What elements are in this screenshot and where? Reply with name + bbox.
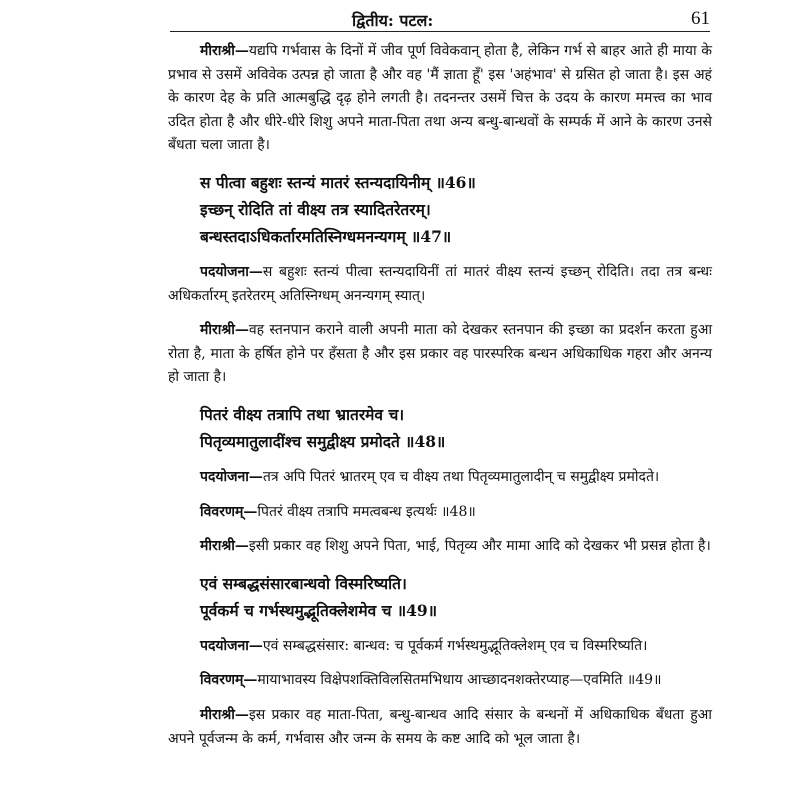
paragraph-lead: मीराश्री—: [200, 322, 249, 339]
verse-line: बन्धस्तदाऽधिकर्तारमतिस्निग्धमनन्यगम् ॥47॥: [200, 226, 452, 246]
verse-line: इच्छन् रोदिति तां वीक्ष्य तत्र स्यादितरेतरम्।: [200, 199, 431, 219]
paragraph-lead: पदयोजना—: [200, 468, 263, 485]
commentary-paragraph: [168, 704, 712, 751]
vivaranam-paragraph: [168, 669, 712, 693]
paragraph-text: वह स्तनपान कराने वाली अपनी माता को देखकर स्तनपान की इच्छा का प्रदर्शन करता हुआ रोता है, माता के हर्षित होने पर हँसता है और इस प्रकार वह पारस्परिक बन्धन अधिकाधिक गहरा और अनन्य हो जाता है।: [168, 322, 712, 386]
paragraph-text: यद्यपि गर्भवास के दिनों में जीव पूर्ण विवेकवान् होता है, लेकिन गर्भ से बाहर आते ही माया के प्रभाव से उसमें अविवेक उत्पन्न हो जाता है और वह 'मैं ज्ञाता हूँ' इस 'अहंभाव' से ग्रसित हो जाता है। इस अहं के कारण देह के प्रति आत्मबुद्धि दृढ़ होने लगती है। तदनन्तर उसमें चित्त के उदय के कारण ममत्त्व का भाव उदित होता है और धीरे-धीरे शिशु अपने माता-पिता तथा अन्य बन्धु-बान्धवों के सम्पर्क में आने के कारण उनसे बँधता चला जाता है।: [168, 43, 712, 154]
verse-line: पूर्वकर्म च गर्भस्थमुद्भूतिक्लेशमेव च ॥49॥: [200, 600, 437, 620]
paragraph-lead: विवरणम्—: [200, 503, 258, 520]
paragraph-lead: मीराश्री—: [200, 43, 249, 59]
verse-block: [200, 570, 712, 624]
page-number: 61: [691, 8, 710, 29]
commentary-paragraph: [168, 319, 712, 390]
paragraph-text: तत्र अपि पितरं भ्रातरम् एव च वीक्ष्य तथा पितृव्यमातुलादीन् च समुद्वीक्ष्य प्रमोदते।: [262, 468, 660, 485]
vivaranam-paragraph: [168, 501, 712, 525]
body-text: [168, 40, 712, 762]
verse-line: स पीत्वा बहुशः स्तन्यं मातरं स्तन्यदायिनीम् ॥46॥: [200, 172, 476, 192]
verse-line: एवं सम्बद्धसंसारबान्धवो विस्मरिष्यति।: [200, 573, 407, 593]
commentary-paragraph: [168, 40, 712, 158]
paragraph-text: इस प्रकार वह माता-पिता, बन्धु-बान्धव आदि संसार के बन्धनों में अधिकाधिक बँधता हुआ अपने पूर्वजन्म के कर्म, गर्भवास और जन्म के समय के कष्ट आदि को भूल जाता है।: [168, 706, 712, 747]
paragraph-lead: पदयोजना—: [200, 263, 263, 280]
verse-line: पितरं वीक्ष्य तत्रापि तथा भ्रातरमेव च।: [200, 404, 405, 424]
header-rule: [170, 31, 710, 32]
paragraph-text: स बहुशः स्तन्यं पीत्वा स्तन्यदायिनीं तां मातरं वीक्ष्य स्तन्यं इच्छन् रोदिति। तदा तत्र बन्धः अधिकर्तारम् इतरेतरम् अतिस्निग्धम् अनन्यगम् स्यात्।: [168, 263, 712, 304]
padayojana-paragraph: [168, 261, 712, 308]
padayojana-paragraph: [168, 466, 712, 490]
verse-line: पितृव्यमातुलादींश्च समुद्वीक्ष्य प्रमोदते ॥48॥: [200, 431, 446, 451]
paragraph-lead: विवरणम्—: [200, 672, 258, 689]
verse-block: [200, 169, 712, 250]
paragraph-lead: पदयोजना—: [200, 637, 263, 654]
paragraph-text: मायाभावस्य विक्षेपशक्तिविलसितमभिधाय आच्छादनशक्तेरप्याह—एवमिति ॥49॥: [257, 672, 662, 689]
paragraph-text: पितरं वीक्ष्य तत्रापि ममत्वबन्ध इत्यर्थः ॥48॥: [257, 503, 476, 520]
paragraph-lead: मीराश्री—: [200, 706, 249, 723]
page-header: [170, 8, 710, 32]
verse-block: [200, 401, 712, 455]
chapter-title: द्वितीय: पटल:: [352, 11, 434, 30]
paragraph-text: इसी प्रकार वह शिशु अपने पिता, भाई, पितृव्य और मामा आदि को देखकर भी प्रसन्न होता है।: [248, 538, 711, 555]
commentary-paragraph: [168, 535, 712, 559]
paragraph-text: एवं सम्बद्धसंसार: बान्धव: च पूर्वकर्म गर्भस्थमुद्भूतिक्लेशम् एव च विस्मरिष्यति।: [262, 637, 648, 654]
paragraph-lead: मीराश्री—: [200, 538, 249, 555]
padayojana-paragraph: [168, 635, 712, 659]
